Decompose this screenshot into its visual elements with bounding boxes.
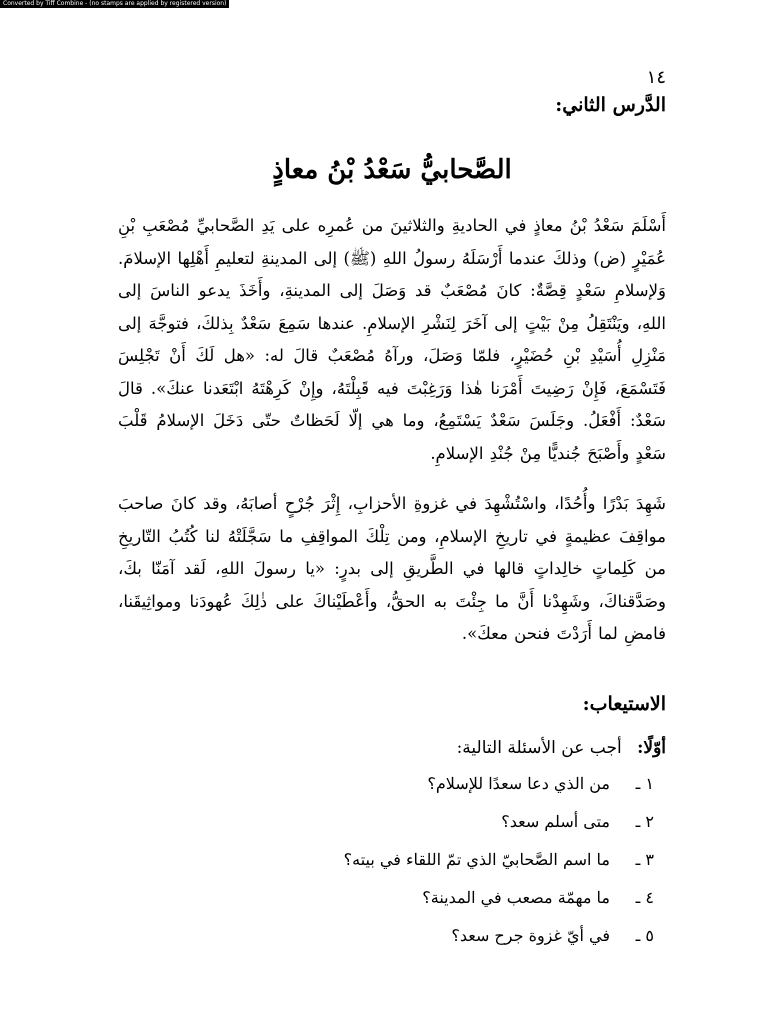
document-page xyxy=(118,66,666,963)
question-item xyxy=(118,849,666,871)
question-number: ١ ـ xyxy=(635,773,654,793)
question-number: ٥ ـ xyxy=(635,925,654,945)
question-item xyxy=(118,773,666,795)
questions-heading-text: أجب عن الأسئلة التالية: xyxy=(456,737,622,758)
question-item xyxy=(118,925,666,947)
paragraph-battles: شَهِدَ بَدْرًا وأُحُدًا، واسْتُشْهِدَ في غزوةِ الأحزابِ، إِثْرَ جُرْحٍ أصابَهُ، وقد كانَ صاحبَ مواقِفَ عظيمةٍ في تاريخِ الإسلامِ، ومن تِلْكَ المواقِفِ ما سَجَّلَتْهُ لنا كُتُبُ التّاريخِ من كَلِماتٍ خالِداتٍ قالها في الطَّريقِ إلى بدرٍ: «يا رسولَ اللهِ، لَقد آمَنّا بكَ، وصَدَّقناكَ، وشَهِدْنا أَنَّ ما جِئْتَ به الحقُّ، وأَعْطَيْناكَ على ذٰلِكَ عُهودَنا ومواثِيقَنا، فامضِ لما أَرَدْتَ فنحن معكَ». xyxy=(118,494,666,643)
question-text: في أيّ غزوة جرح سعد؟ xyxy=(451,925,610,945)
page-number: ١٤ xyxy=(646,67,666,88)
section-title-comprehension: الاستيعاب: xyxy=(582,692,666,715)
question-number: ٣ ـ xyxy=(635,849,654,869)
question-text: ما مهمّة مصعب في المدينة؟ xyxy=(422,887,610,907)
questions-heading xyxy=(118,735,666,761)
lesson-title: الدَّرس الثاني: xyxy=(555,94,666,116)
question-item xyxy=(118,811,666,833)
question-item xyxy=(118,887,666,909)
question-text: ما اسم الصَّحابيّ الذي تمّ اللقاء في بيته؟ xyxy=(343,849,610,869)
paragraph-conversion-story: أَسْلَمَ سَعْدُ بْنُ معاذٍ في الحاديةِ والثلاثينَ من عُمرِه على يَدِ الصَّحابيِّ مُصْعَبِ بْنِ عُمَيْرٍ (ض) وذلكَ عندما أَرْسَلَهُ رسولُ اللهِ (ﷺ) إلى المدينةِ لتعليمِ أَهْلِها الإسلامَ. وَلإسلامِ سَعْدٍ قِصَّةٌ: كانَ مُصْعَبٌ قد وَصَلَ إلى المدينةِ، وأَخَذَ يدعو الناسَ إلى اللهِ، ويَنْتَقِلُ مِنْ بَيْتٍ إلى آخَرَ لِنَشْرِ الإسلامِ. عندها سَمِعَ سَعْدٌ بِذلكَ، فتوجَّهَ إلى مَنْزِلِ أُسَيْدِ بْنِ حُضَيْرٍ، فلمّا وَصَلَ، ورآهُ مُصْعَبٌ قالَ له: «هل لَكَ أَنْ تَجْلِسَ فَتَسْمَعَ، فَإِنْ رَضِيتَ أَمْرَنا هٰذا وَرَغِبْتَ فيه قَبِلْتَهُ، وإِنْ كَرِهْتَهُ ابْتَعَدنا عنكَ». قالَ سَعْدٌ: أَفْعَلُ. وجَلَسَ سَعْدٌ يَسْتَمِعُ، وما هي إلّا لَحَظاتٌ حتّى دَخَلَ الإسلامُ قَلْبَ سَعْدٍ وأَصْبَحَ جُنديًّا مِنْ جُنْدِ الإسلامِ. xyxy=(118,216,666,463)
questions-list xyxy=(118,773,666,947)
question-text: من الذي دعا سعدًا للإسلام؟ xyxy=(427,773,610,793)
converter-banner: Converted by Tiff Combine - (no stamps are applied by registered version) xyxy=(0,0,229,8)
question-text: متى أسلم سعد؟ xyxy=(501,811,610,831)
question-number: ٤ ـ xyxy=(635,887,654,907)
main-title: الصَّحابيُّ سَعْدُ بْنُ معاذٍ xyxy=(272,155,512,185)
questions-heading-label: أوّلًا: xyxy=(637,737,666,758)
question-number: ٢ ـ xyxy=(635,811,654,831)
